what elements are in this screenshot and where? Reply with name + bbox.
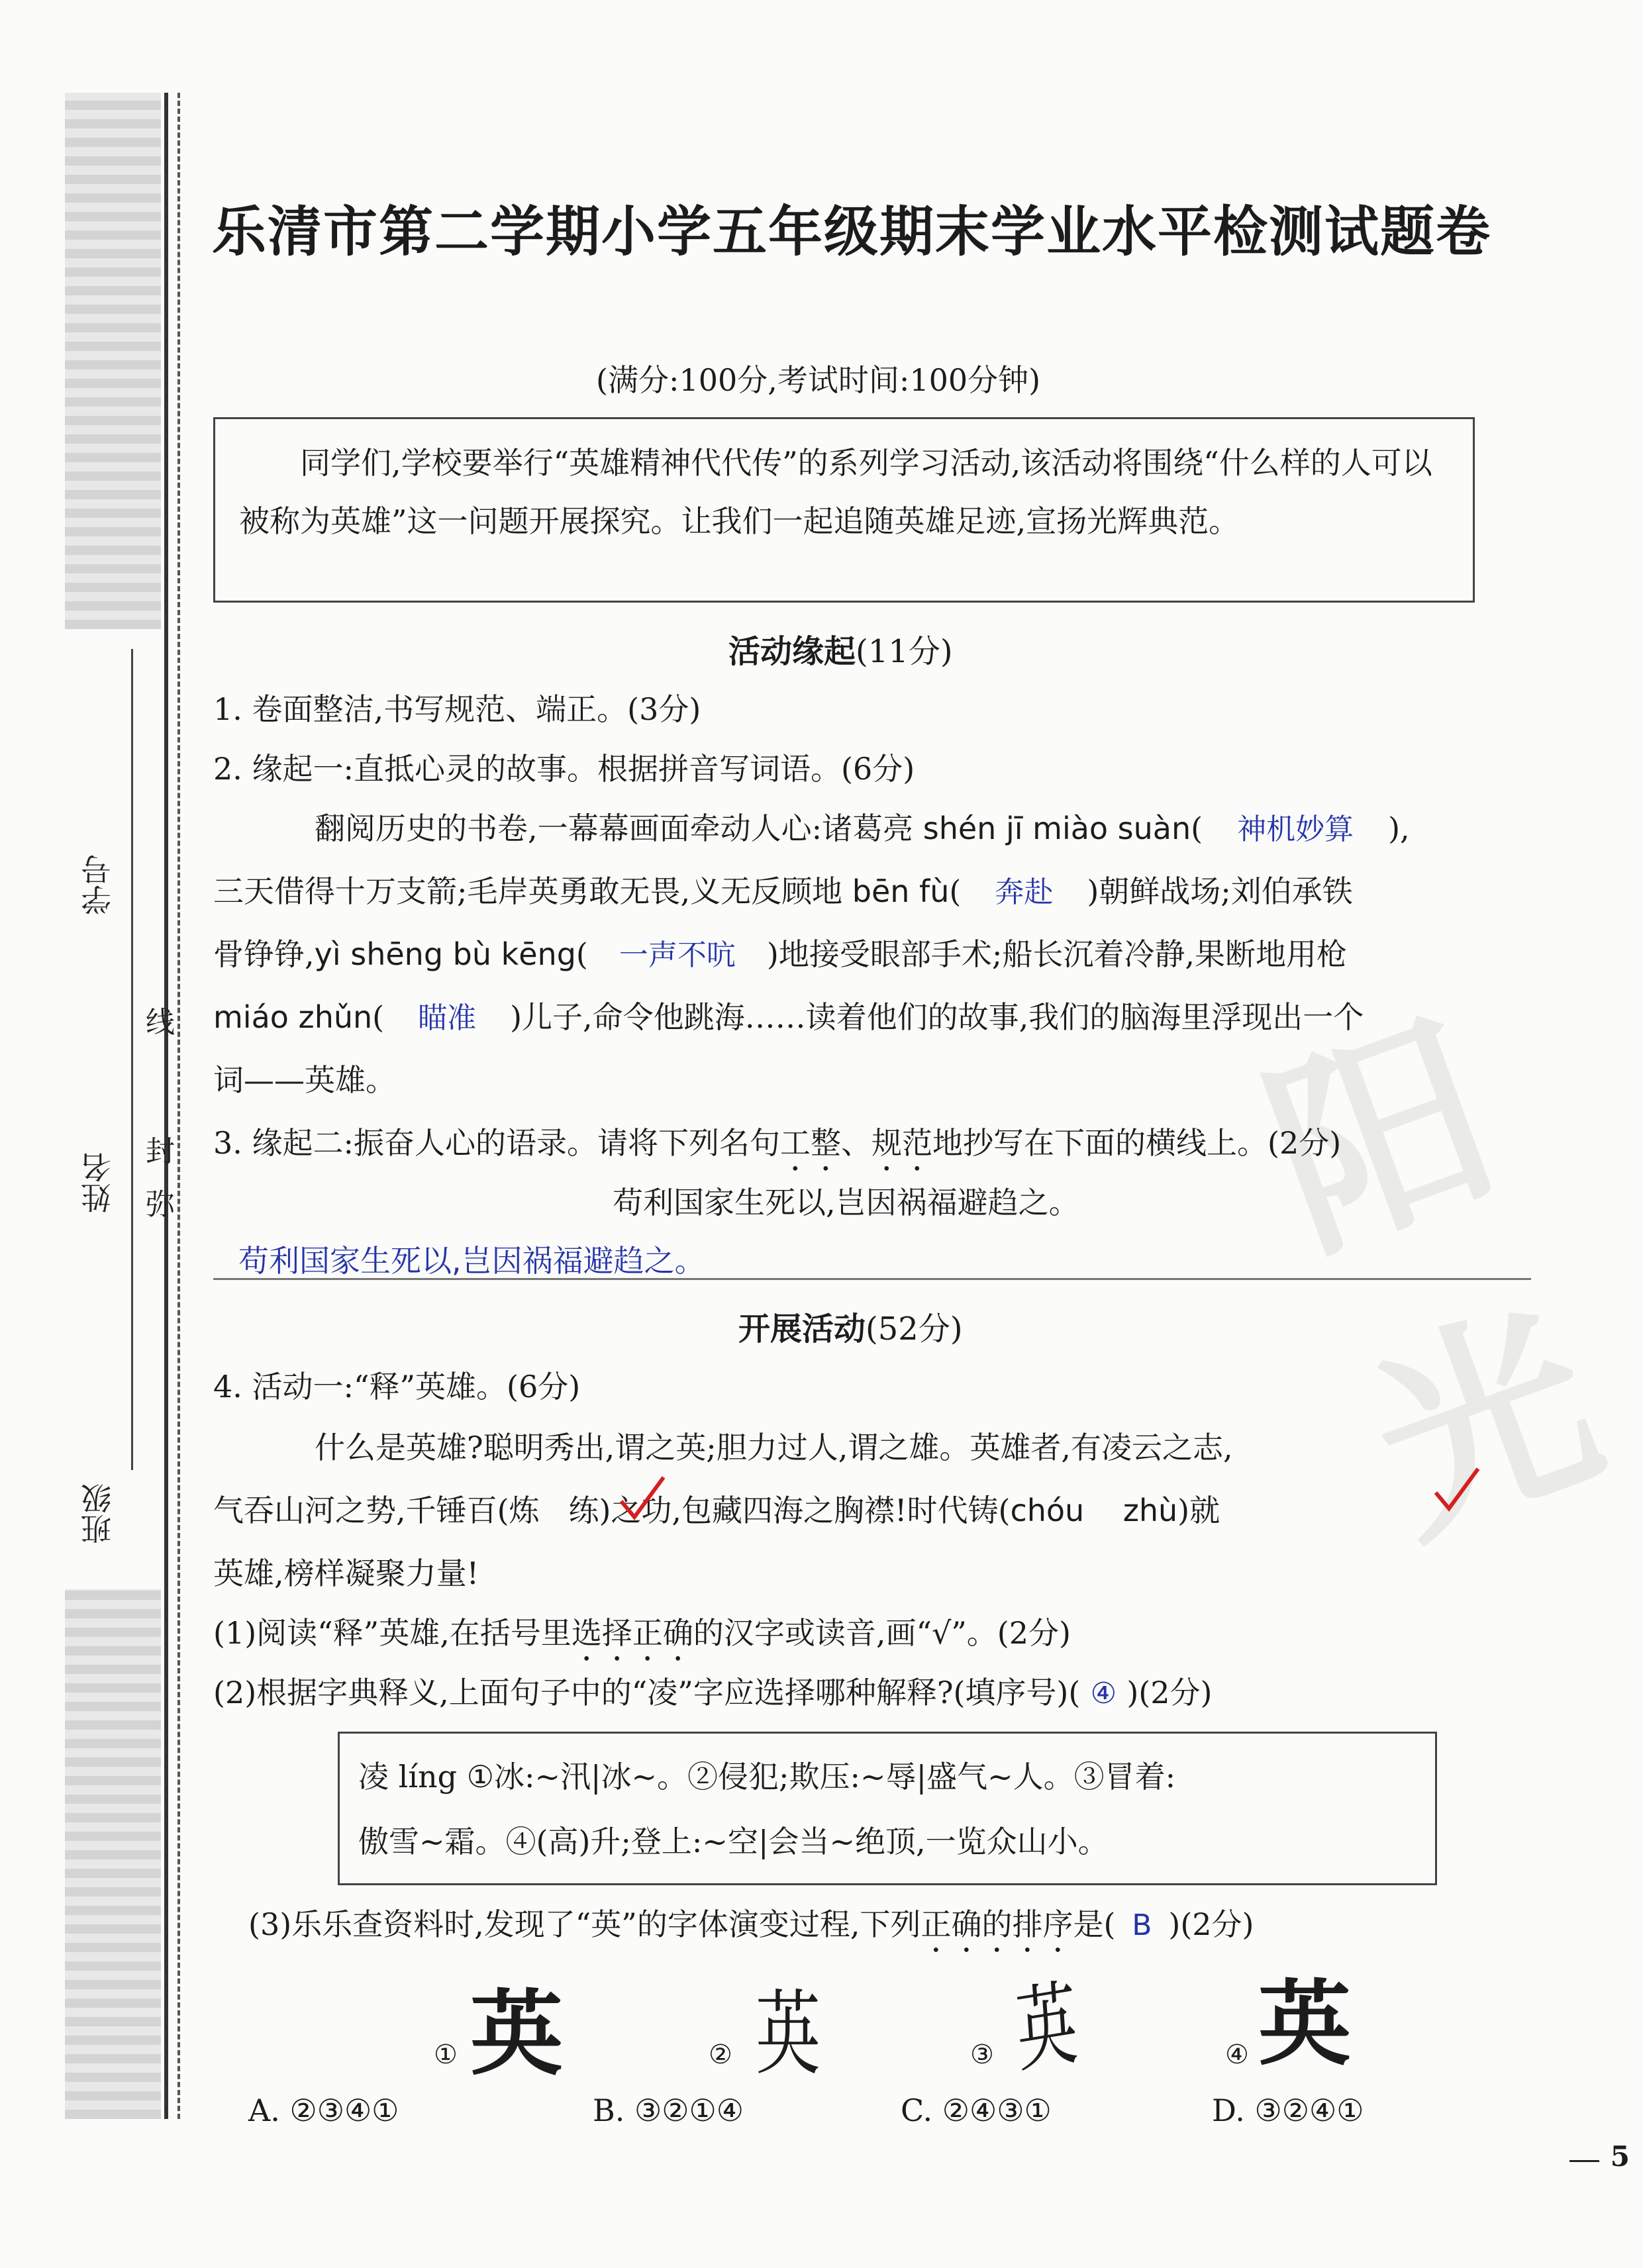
text: (2)根据字典释义,上面句子中的“凌”字应选择哪种解释?(填序号)( bbox=[213, 1675, 1081, 1710]
emphasis-text: 规范 bbox=[871, 1125, 933, 1161]
text: 是( bbox=[1073, 1906, 1116, 1942]
dict-line-1: 凌 líng ①冰:~汛|冰~。②侵犯;欺压:~辱|盛气~人。③冒着: bbox=[358, 1759, 1176, 1795]
text: 气吞山河之势,千锤百( bbox=[213, 1493, 509, 1528]
glyph-1: 英 bbox=[470, 1980, 564, 2089]
watermark: 阳光 bbox=[1240, 986, 1628, 1577]
binding-pattern-top bbox=[65, 93, 161, 629]
emphasis-text: 选择正确 bbox=[571, 1615, 693, 1651]
option-char-1[interactable]: 炼 bbox=[509, 1493, 540, 1528]
exam-info: (满分:100分,考试时间:100分钟) bbox=[596, 362, 1041, 398]
q4-sub-1 bbox=[213, 1609, 1071, 1668]
page-number: 5 bbox=[1610, 2140, 1630, 2173]
q3-quote: 苟利国家生死以,岂因祸福避趋之。 bbox=[613, 1185, 1079, 1220]
section-score: (11分) bbox=[856, 633, 953, 670]
text: 骨铮铮, bbox=[213, 936, 315, 972]
text: )朝鲜战场;刘伯承铁 bbox=[1087, 873, 1353, 909]
option-pinyin-1[interactable]: chóu bbox=[1010, 1493, 1085, 1528]
pinyin-2: bēn fù bbox=[852, 873, 950, 909]
check-mark-icon bbox=[1430, 1463, 1483, 1516]
option-pinyin-2[interactable]: zhù bbox=[1122, 1493, 1178, 1528]
dictionary-box bbox=[338, 1732, 1437, 1885]
text: 、 bbox=[841, 1125, 872, 1161]
page-title: 乐清市第二学期小学五年级期末学业水平检测试题卷 bbox=[212, 200, 1492, 264]
q3-answer[interactable]: 苟利国家生死以,岂因祸福避趋之。 bbox=[238, 1243, 705, 1279]
text: )就 bbox=[1177, 1493, 1220, 1528]
question-1: 1. 卷面整洁,书写规范、端正。(3分) bbox=[213, 691, 701, 727]
pinyin-4: miáo zhǔn bbox=[213, 999, 373, 1035]
text: 地抄写在下面的横线上。(2分) bbox=[932, 1125, 1342, 1161]
text: 的汉字或读音,画“√”。(2分) bbox=[693, 1615, 1071, 1651]
binding-dashed-line bbox=[177, 93, 180, 2119]
answer-blank-5[interactable]: ④ bbox=[1090, 1677, 1117, 1710]
pinyin-3: yì shēng bù kēng bbox=[314, 936, 576, 972]
section-score: (52分) bbox=[866, 1310, 963, 1348]
answer-blank-1[interactable]: 神机妙算 bbox=[1237, 813, 1354, 846]
q2-line-5: 词——英雄。 bbox=[213, 1062, 396, 1098]
number-field-line[interactable] bbox=[131, 649, 133, 834]
glyph-2: 英 bbox=[756, 1981, 821, 2089]
check-mark-icon bbox=[616, 1473, 669, 1526]
answer-blank-3[interactable]: 一声不吭 bbox=[619, 938, 736, 972]
binding-pattern-bottom bbox=[65, 1589, 161, 2119]
name-label: 姓名 bbox=[80, 1152, 116, 1213]
page-num-dash bbox=[1569, 2160, 1599, 2162]
text: )(2分) bbox=[1126, 1675, 1213, 1710]
q4-sub-3 bbox=[248, 1900, 1254, 1959]
text: )地接受眼部手术;船长沉着冷静,果断地用枪 bbox=[766, 936, 1347, 972]
option-b[interactable]: B. ③②①④ bbox=[593, 2093, 744, 2128]
option-c[interactable]: C. ②④③① bbox=[901, 2093, 1052, 2128]
question-4-stem: 4. 活动一:“释”英雄。(6分) bbox=[213, 1369, 581, 1405]
q2-line-1: 翻阅历史的书卷,一幕幕画面牵动人心:诸葛亮 shén jī miào suàn( 神机妙算 ), bbox=[315, 805, 1410, 848]
answer-blank-4[interactable]: 瞄准 bbox=[418, 1001, 477, 1035]
class-label: 班级 bbox=[80, 1483, 116, 1544]
question-2-stem: 2. 缘起一:直抵心灵的故事。根据拼音写词语。(6分) bbox=[213, 751, 915, 787]
q2-line-4: miáo zhǔn( 瞄准 )儿子,命令他跳海……读着他们的故事,我们的脑海里浮现出一个 bbox=[213, 993, 1364, 1037]
question-3-stem bbox=[213, 1119, 1341, 1178]
glyph-label-2: ② bbox=[709, 2040, 732, 2070]
section-name: 开展活动 bbox=[738, 1310, 866, 1348]
option-a[interactable]: A. ②③④① bbox=[248, 2093, 399, 2128]
q2-line-2: 三天借得十万支箭;毛岸英勇敢无畏,义无反顾地 bēn fù( 奔赴 )朝鲜战场;刘伯承铁 bbox=[213, 867, 1353, 911]
dict-line-2: 傲雪~霜。④(高)升;登上:~空|会当~绝顶,一览众山小。 bbox=[358, 1824, 1109, 1859]
section-heading-origin bbox=[728, 626, 953, 671]
answer-underline bbox=[213, 1278, 1531, 1280]
q4-sub-2 bbox=[213, 1669, 1212, 1712]
text: 翻阅历史的书卷,一幕幕画面牵动人心:诸葛亮 bbox=[315, 811, 923, 846]
q2-line-3: 骨铮铮,yì shēng bù kēng( 一声不吭 )地接受眼部手术;船长沉着冷静,果断地用枪 bbox=[213, 930, 1347, 974]
number-label: 学号 bbox=[80, 854, 116, 915]
text: )儿子,命令他跳海……读着他们的故事,我们的脑海里浮现出一个 bbox=[510, 999, 1364, 1035]
seal-char-feng: 封 bbox=[140, 1136, 174, 1165]
answer-blank-2[interactable]: 奔赴 bbox=[995, 875, 1054, 909]
pinyin-1: shén jī miào suàn bbox=[922, 811, 1191, 846]
text: 三天借得十万支箭;毛岸英勇敢无畏,义无反顾地 bbox=[213, 873, 852, 909]
text: (1)阅读“释”英雄,在括号里 bbox=[213, 1615, 572, 1651]
emphasis-text: 正确的排序 bbox=[921, 1906, 1073, 1942]
glyph-label-4: ④ bbox=[1225, 2040, 1249, 2070]
binding-solid-line bbox=[164, 93, 168, 2119]
q4-para-2 bbox=[213, 1487, 1220, 1530]
seal-char-mi: 弥 bbox=[140, 1189, 174, 1218]
glyph-4: 英 bbox=[1258, 1970, 1352, 2079]
text: (3)乐乐查资料时,发现了“英”的字体演变过程,下列 bbox=[248, 1906, 921, 1942]
section-heading-activities bbox=[738, 1303, 963, 1349]
q4-para-1: 什么是英雄?聪明秀出,谓之英;胆力过人,谓之雄。英雄者,有凌云之志, bbox=[315, 1430, 1233, 1465]
answer-blank-6[interactable]: B bbox=[1132, 1908, 1152, 1942]
intro-text: 同学们,学校要举行“英雄精神代代传”的系列学习活动,该活动将围绕“什么样的人可以被称为英雄”这一问题开展探究。让我们一起追随英雄足迹,宣扬光辉典范。 bbox=[239, 445, 1432, 539]
text: 3. 缘起二:振奋人心的语录。请将下列名句 bbox=[213, 1125, 781, 1161]
q4-para-3: 英雄,榜样凝聚力量! bbox=[213, 1555, 479, 1591]
glyph-label-1: ① bbox=[434, 2040, 458, 2070]
emphasis-text: 工整 bbox=[780, 1125, 842, 1161]
text: )(2分) bbox=[1168, 1906, 1254, 1942]
section-name: 活动缘起 bbox=[728, 633, 856, 670]
intro-box bbox=[213, 417, 1475, 603]
seal-char-xian: 线 bbox=[140, 1007, 174, 1036]
option-char-2[interactable]: 练 bbox=[568, 1493, 599, 1528]
option-d[interactable]: D. ③②④① bbox=[1212, 2093, 1364, 2128]
text: )之功,包藏四海之胸襟!时代铸( bbox=[599, 1493, 1011, 1528]
glyph-label-3: ③ bbox=[970, 2040, 994, 2070]
glyph-3: 英 bbox=[1013, 1969, 1081, 2087]
